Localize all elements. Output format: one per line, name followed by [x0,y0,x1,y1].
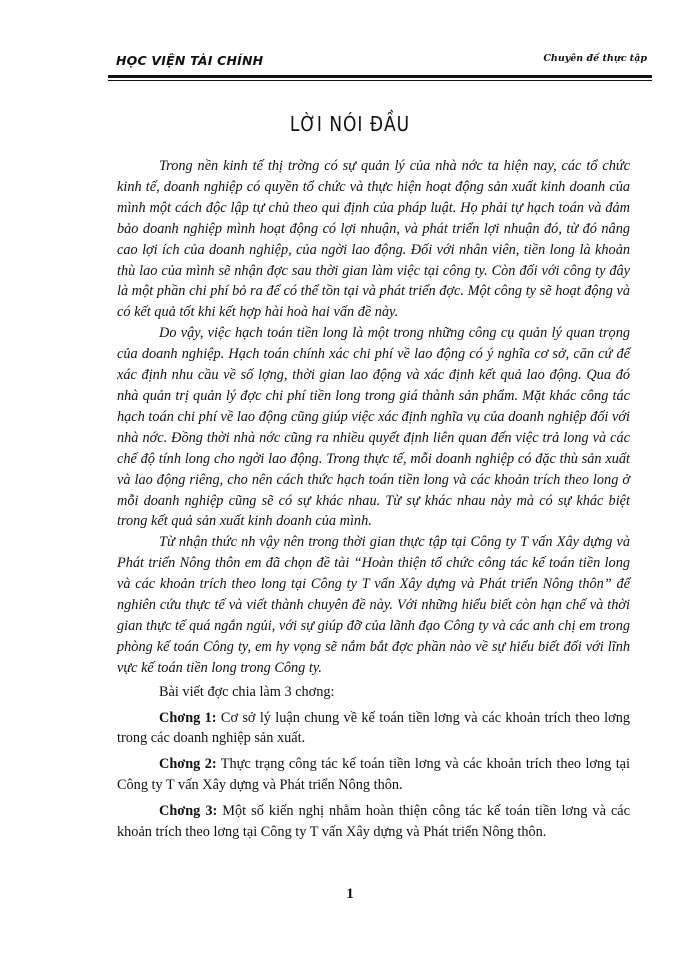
header-doc-type: Chuyên đề thực tập [543,53,647,64]
chapter-1-label: Chơng 1: [159,709,217,726]
body-text [117,156,630,843]
chapter-3 [117,801,630,843]
chapter-2-text: Thực trạng công tác kế toán tiền lơng và các khoản trích theo lơng tại Công ty T vấn Xây dựng và Phát triển Nông thôn. [117,756,630,794]
plan-intro: Bài viết đợc chia làm 3 chơng: [159,683,335,700]
paragraph-3: Từ nhận thức nh vậy nên trong thời gian thực tập tại Công ty T vấn Xây dựng và Phát triển Nông thôn em đã chọn đề tài “Hoàn thiện tổ chức công tác kế toán tiền long và các khoản trích theo long tại Công ty T vấn Xây dựng và Phát triển Nông thôn” để nghiên cứu thực tế và viết thành chuyên đề này. Với những hiểu biết còn hạn chế và thời gian thực tế quá ngắn ngủi, với sự giúp đỡ của lãnh đạo Công ty và các anh chị em trong phòng kế toán Công ty, em hy vọng sẽ nắm bắt đợc phần nào về sự hiểu biết đối với lĩnh vực kế toán tiền long trong Công ty. [117,534,630,676]
paragraph-2: Do vậy, việc hạch toán tiền long là một trong những công cụ quản lý quan trọng của doanh nghiệp. Hạch toán chính xác chi phí về lao động có ý nghĩa cơ sở, căn cứ để xác định nhu cầu về số lợng, thời gian lao động và xác định kết quả lao động. Qua đó nhà quản trị quản lý đợc chi phí tiền long trong giá thành sản phẩm. Mặt khác công tác hạch toán chi phí về lao động cũng giúp việc xác định nghĩa vụ của doanh nghiệp đối với nhà nớc. Đồng thời nhà nớc cũng ra nhiều quyết định liên quan đến việc trả long và các chế độ tính long cho ngời lao động. Trong thực tế, mỗi doanh nghiệp có đặc thù sản xuất và lao động riêng, cho nên cách thức hạch toán tiền long và các khoản trích theo long ở mỗi doanh nghiệp cũng sẽ có sự khác nhau. Từ sự khác nhau này mà có sự khác biệt trong kết quả sản xuất kinh doanh của mình. [117,325,630,530]
page-number: 1 [346,886,354,902]
header-rule [108,75,652,81]
chapter-2 [117,754,630,796]
chapter-3-text: Một số kiến nghị nhằm hoàn thiện công tác kế toán tiền lơng và các khoản trích theo lơng tại Công ty T vấn Xây dựng và Phát triển Nông thôn. [117,803,630,841]
paragraph-1: Trong nền kinh tế thị trờng có sự quản lý của nhà nớc ta hiện nay, các tổ chức kinh tế, doanh nghiệp có quyền tổ chức và thực hiện hoạt động sản xuất kinh doanh của mình một cách độc lập tự chủ theo qui định của pháp luật. Họ phải tự hạch toán và đảm bảo doanh nghiệp mình hoạt động có lợi nhuận, và phát triển lợi nhuận đó, từ đó nâng cao lợi ích của doanh nghiệp, của ngời lao động. Đối với nhân viên, tiền long là khoản thù lao của mình sẽ nhận đợc sau thời gian làm việc tại công ty. Còn đối với công ty đây là một phần chi phí bỏ ra để có thể tồn tại và phát triển đợc. Một công ty sẽ hoạt động và có kết quả tốt khi kết hợp hài hoà hai vấn đề này. [117,158,630,321]
chapter-1-text: Cơ sở lý luận chung về kế toán tiền lơng và các khoản trích theo lơng trong các doanh nghiệp sản xuất. [117,709,631,747]
page-title: LỜI NÓI ĐẦU [289,113,411,137]
chapter-1 [117,708,630,750]
chapter-3-label: Chơng 3: [159,803,218,820]
header-institution: HỌC VIỆN TÀI CHÍNH [116,53,264,68]
chapter-2-label: Chơng 2: [159,756,217,773]
